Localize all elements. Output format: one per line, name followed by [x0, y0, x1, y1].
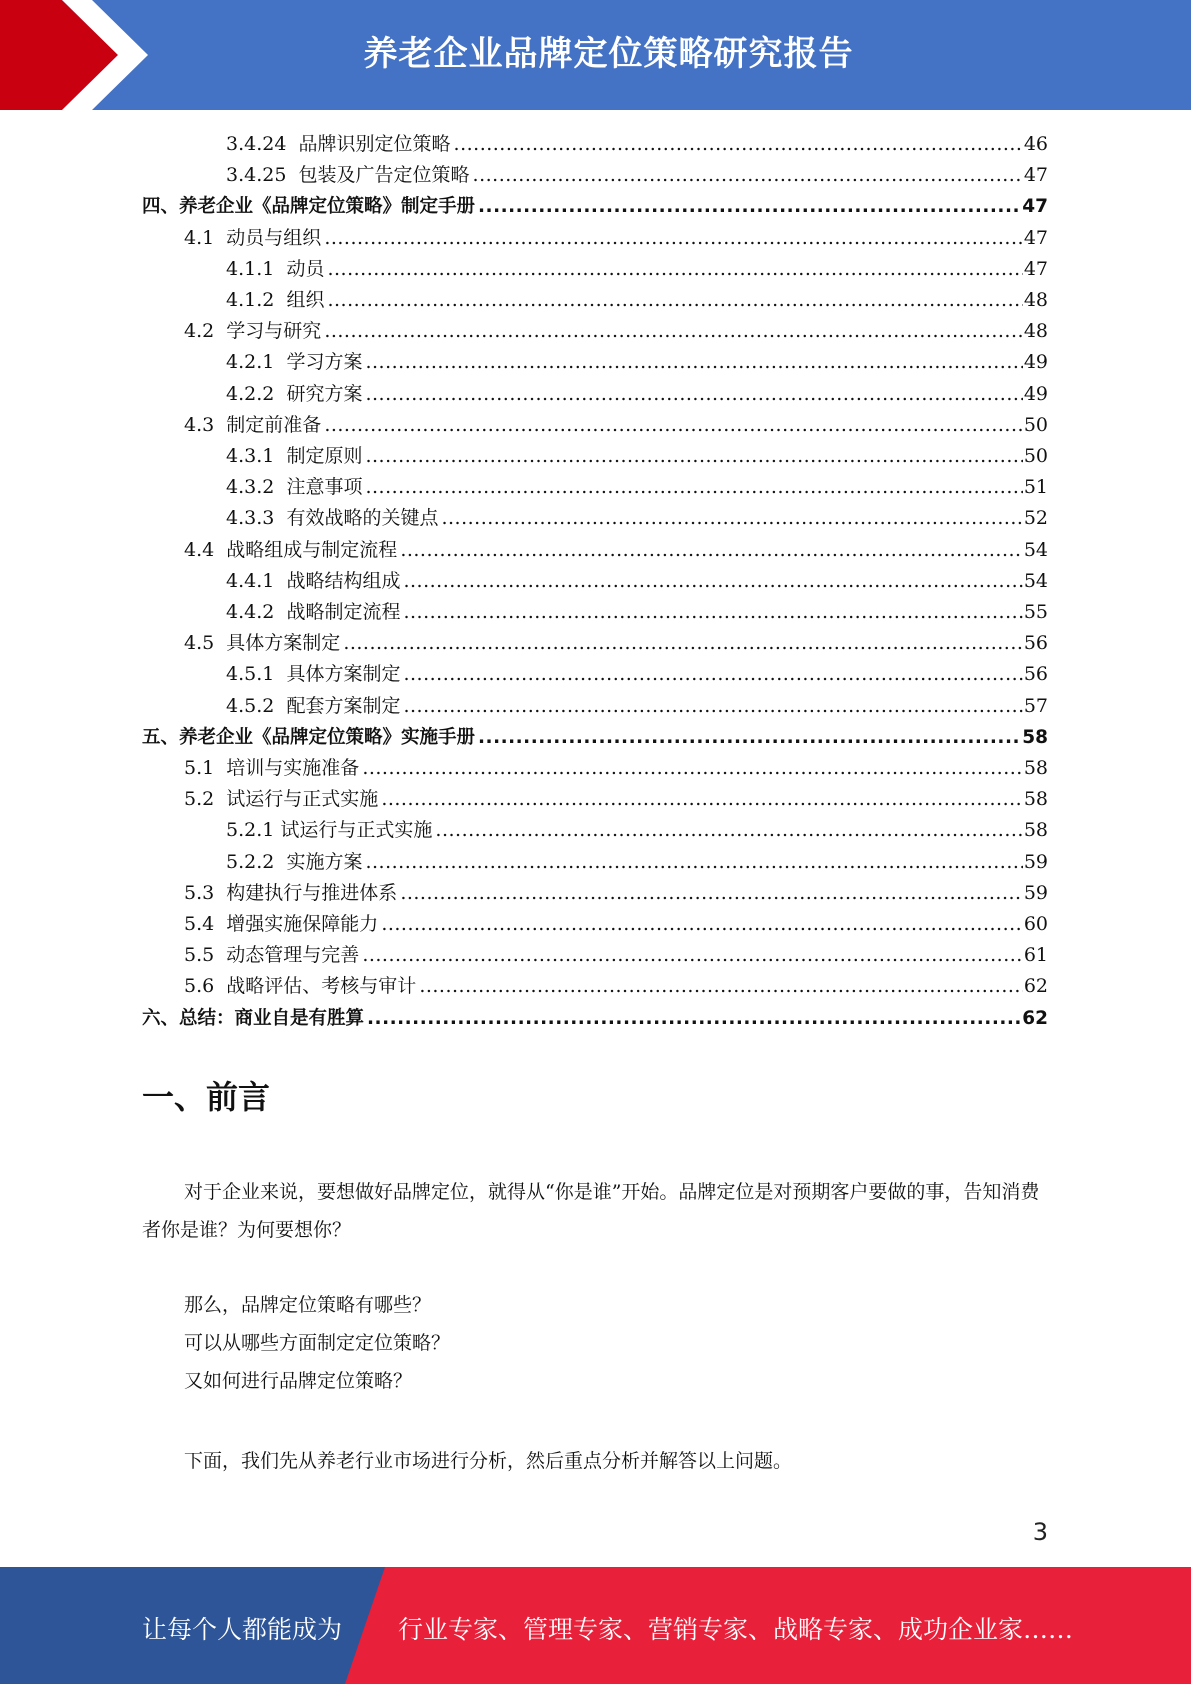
toc-entry-number: 4.5	[184, 632, 227, 655]
toc-entry[interactable]	[226, 659, 1048, 690]
toc-entry-number: 4.5.1	[226, 663, 287, 686]
toc-entry-page: 61	[1023, 944, 1048, 967]
toc-entry-number: 5.2.1	[226, 819, 281, 842]
toc-entry[interactable]	[226, 441, 1048, 472]
toc-entry-title: 组织	[286, 289, 325, 311]
question-line: 可以从哪些方面制定定位策略？	[184, 1332, 451, 1354]
toc-entry-page: 46	[1023, 133, 1048, 155]
toc-entry-title: 包装及广告定位策略	[298, 164, 470, 187]
document-title: 养老企业品牌定位策略研究报告	[363, 34, 854, 74]
toc-dot-leader	[367, 1003, 1021, 1034]
toc-dot-leader	[324, 316, 1023, 347]
toc-entry-number: 5.2.2	[226, 850, 287, 873]
toc-entry-page: 50	[1023, 445, 1048, 467]
toc-dot-leader	[400, 535, 1023, 566]
toc-dot-leader	[365, 379, 1022, 410]
footer-slogan-right: 行业专家、管理专家、营销专家、战略专家、成功企业家……	[398, 1615, 1074, 1644]
page-footer	[0, 1567, 1191, 1684]
toc-dot-leader	[441, 503, 1022, 534]
toc-entry-page: 59	[1023, 850, 1048, 873]
toc-entry-page: 47	[1023, 164, 1048, 187]
toc-entry-page: 50	[1023, 413, 1048, 436]
toc-dot-leader	[327, 285, 1022, 316]
toc-entry[interactable]	[226, 847, 1048, 878]
toc-entry-title: 战略评估、考核与审计	[226, 975, 417, 998]
toc-entry-page: 60	[1023, 913, 1048, 935]
toc-entry-number: 5.1	[184, 757, 227, 779]
toc-entry[interactable]	[184, 909, 1048, 940]
question-line: 又如何进行品牌定位策略？	[184, 1370, 413, 1392]
toc-entry-title: 实施方案	[286, 850, 363, 873]
toc-dot-leader	[343, 628, 1023, 659]
toc-entry-page: 48	[1023, 289, 1048, 311]
toc-entry-title: 学习方案	[286, 351, 363, 374]
toc-entry-number: 4.4.2	[226, 601, 287, 623]
toc-entry-page: 47	[1022, 196, 1048, 218]
toc-entry-page: 51	[1023, 476, 1048, 499]
section-heading: 一、前言	[142, 1078, 271, 1116]
toc-dot-leader	[381, 784, 1023, 815]
toc-entry[interactable]	[184, 628, 1048, 659]
toc-entry-title: 具体方案制定	[226, 632, 341, 655]
toc-entry-page: 58	[1023, 757, 1048, 779]
toc-dot-leader	[419, 971, 1023, 1002]
toc-entry[interactable]	[184, 940, 1048, 971]
toc-entry-title: 五、养老企业《品牌定位策略》实施手册	[142, 726, 476, 748]
page-header	[0, 0, 1191, 110]
toc-dot-leader	[478, 191, 1021, 222]
toc-dot-leader	[365, 441, 1022, 472]
toc-entry-title: 具体方案制定	[286, 663, 401, 686]
toc-dot-leader	[473, 160, 1023, 191]
toc-entry-page: 58	[1023, 788, 1048, 811]
toc-entry[interactable]	[226, 347, 1048, 378]
toc-entry-page: 58	[1022, 726, 1048, 748]
toc-entry[interactable]	[184, 223, 1048, 254]
toc-entry-title: 品牌识别定位策略	[298, 133, 451, 155]
toc-entry-title: 学习与研究	[226, 320, 322, 343]
toc-entry[interactable]	[226, 597, 1048, 628]
toc-entry-title: 注意事项	[286, 476, 363, 499]
toc-entry[interactable]	[226, 566, 1048, 597]
footer-slogan-left: 让每个人都能成为	[142, 1615, 343, 1644]
toc-entry-number: 4.4.1	[226, 569, 287, 592]
toc-entry-title: 制定前准备	[226, 413, 322, 436]
toc-entry-page: 58	[1023, 819, 1048, 842]
toc-entry-page: 55	[1023, 601, 1048, 623]
toc-entry-number: 5.6	[184, 975, 227, 998]
toc-entry[interactable]	[226, 254, 1048, 285]
toc-entry[interactable]	[184, 971, 1048, 1002]
toc-entry-number: 4.3.1	[226, 445, 287, 467]
toc-dot-leader	[403, 691, 1022, 722]
closing-paragraph: 下面，我们先从养老行业市场进行分析，然后重点分析并解答以上问题。	[184, 1450, 793, 1472]
toc-entry[interactable]	[184, 410, 1048, 441]
toc-entry-title: 动员	[286, 257, 325, 280]
toc-entry-title: 增强实施保障能力	[226, 913, 379, 935]
toc-dot-leader	[403, 659, 1022, 690]
toc-dot-leader	[324, 223, 1023, 254]
toc-entry[interactable]	[184, 784, 1048, 815]
toc-entry-page: 56	[1023, 663, 1048, 686]
toc-dot-leader	[327, 254, 1022, 285]
toc-entry-title: 构建执行与推进体系	[226, 881, 398, 904]
toc-entry[interactable]	[226, 129, 1048, 160]
toc-entry-title: 战略组成与制定流程	[226, 538, 398, 561]
toc-entry[interactable]	[226, 691, 1048, 722]
toc-entry-number: 4.2.2	[226, 382, 287, 405]
toc-entry-number: 4.3.3	[226, 507, 287, 530]
toc-entry-page: 48	[1023, 320, 1048, 343]
toc-entry[interactable]	[226, 472, 1048, 503]
toc-entry-title: 有效战略的关键点	[286, 507, 439, 530]
toc-entry-number: 5.2	[184, 788, 227, 811]
toc-entry-number: 4.1	[184, 226, 227, 249]
toc-dot-leader	[381, 909, 1023, 940]
toc-entry-number: 5.3	[184, 881, 227, 904]
toc-entry[interactable]	[184, 878, 1048, 909]
toc-entry-page: 54	[1023, 569, 1048, 592]
toc-dot-leader	[365, 347, 1022, 378]
question-line: 那么，品牌定位策略有哪些？	[184, 1294, 432, 1316]
toc-entry[interactable]	[142, 191, 1048, 222]
toc-entry[interactable]	[184, 316, 1048, 347]
toc-entry-page: 47	[1023, 226, 1048, 249]
toc-entry-title: 动员与组织	[226, 226, 322, 249]
toc-entry-number: 5.4	[184, 913, 227, 935]
toc-entry-title: 战略制定流程	[286, 601, 401, 623]
toc-entry[interactable]	[142, 722, 1048, 753]
toc-entry[interactable]	[226, 815, 1048, 846]
toc-entry-title: 试运行与正式实施	[226, 788, 379, 811]
toc-entry[interactable]	[226, 285, 1048, 316]
toc-dot-leader	[400, 878, 1023, 909]
toc-entry-number: 4.3	[184, 413, 227, 436]
toc-entry-number: 4.1.2	[226, 289, 287, 311]
toc-entry-page: 49	[1023, 382, 1048, 405]
toc-dot-leader	[365, 847, 1022, 878]
toc-entry-title: 培训与实施准备	[226, 757, 360, 779]
toc-entry-title: 动态管理与完善	[226, 944, 360, 967]
toc-entry-page: 62	[1023, 975, 1048, 998]
page-number: 3	[1032, 1518, 1048, 1546]
toc-dot-leader	[362, 940, 1023, 971]
toc-dot-leader	[403, 597, 1022, 628]
toc-entry-title: 配套方案制定	[286, 694, 401, 717]
toc-entry-number: 4.2	[184, 320, 227, 343]
toc-dot-leader	[365, 472, 1022, 503]
toc-entry[interactable]	[142, 1003, 1048, 1034]
toc-entry[interactable]	[184, 753, 1048, 784]
toc-entry-page: 54	[1023, 538, 1048, 561]
toc-entry-number: 4.3.2	[226, 476, 287, 499]
toc-entry-page: 49	[1023, 351, 1048, 374]
toc-entry-number: 3.4.24	[226, 133, 299, 155]
toc-dot-leader	[435, 815, 1022, 846]
toc-entry-page: 56	[1023, 632, 1048, 655]
toc-entry-page: 59	[1023, 881, 1048, 904]
toc-entry[interactable]	[226, 503, 1048, 534]
toc-entry[interactable]	[184, 535, 1048, 566]
toc-entry-title: 四、养老企业《品牌定位策略》制定手册	[142, 196, 476, 218]
toc-entry-number: 3.4.25	[226, 164, 299, 187]
toc-entry-number: 4.2.1	[226, 351, 287, 374]
toc-entry-page: 62	[1022, 1007, 1048, 1029]
toc-entry-page: 47	[1023, 257, 1048, 280]
toc-entry-title: 试运行与正式实施	[280, 819, 433, 842]
toc-dot-leader	[362, 753, 1023, 784]
toc-entry-number: 5.5	[184, 944, 227, 967]
toc-entry-title: 研究方案	[286, 382, 363, 405]
toc-entry-number: 4.4	[184, 538, 227, 561]
toc-entry-number: 4.5.2	[226, 694, 287, 717]
toc-entry-title: 战略结构组成	[286, 569, 401, 592]
toc-entry-title: 制定原则	[286, 445, 363, 467]
toc-entry-number: 4.1.1	[226, 257, 287, 280]
toc-dot-leader	[454, 129, 1023, 160]
toc-entry-page: 52	[1023, 507, 1048, 530]
toc-dot-leader	[324, 410, 1023, 441]
intro-paragraph: 对于企业来说，要想做好品牌定位，就得从“你是谁”开始。品牌定位是对预期客户要做的事，告知消费者你是谁？为何要想你？	[142, 1181, 1040, 1241]
toc-dot-leader	[478, 722, 1021, 753]
toc-entry[interactable]	[226, 160, 1048, 191]
toc-dot-leader	[403, 566, 1022, 597]
toc-entry-title: 六、总结：商业自是有胜算	[142, 1007, 365, 1029]
toc-entry-page: 57	[1023, 694, 1048, 717]
toc-entry[interactable]	[226, 379, 1048, 410]
